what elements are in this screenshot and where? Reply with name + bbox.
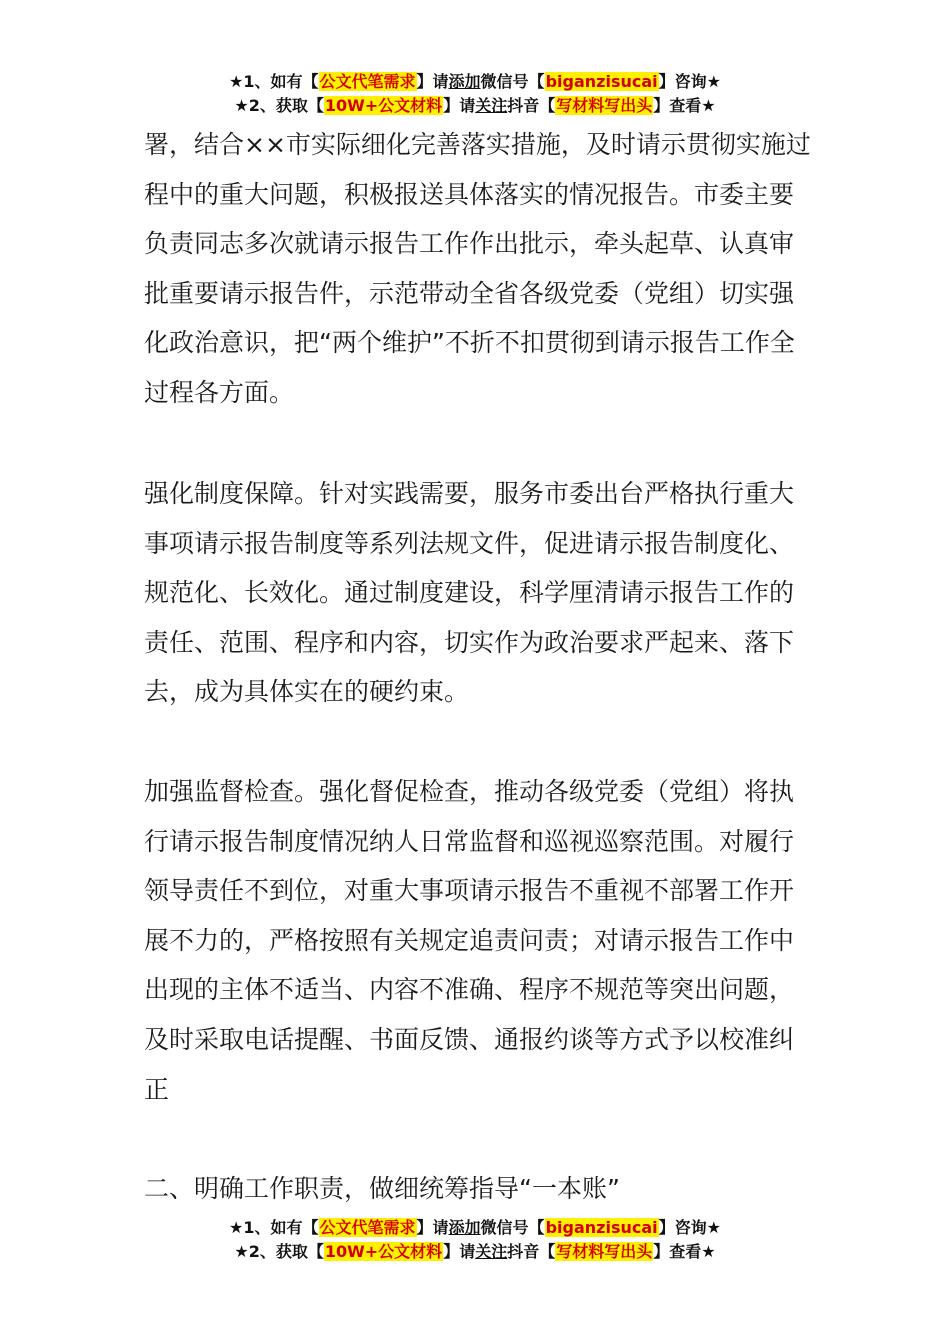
header-banner (0, 70, 950, 118)
highlight-service: 公文代笔需求 (319, 72, 416, 91)
paragraph-continuation: 署，结合××市实际细化完善落实措施，及时请示贯彻实施过程中的重大问题，积极报送具体落实的情况报告。市委主要负责同志多次就请示报告工作作出批示，牵头起草、认真审批重要请示报告件，示范带动全省各级党委（党组）切实强化政治意识，把“两个维护”不折不扣贯彻到请示报告工作全过程各方面。 (144, 130, 811, 407)
paragraph-institution-guarantee: 强化制度保障。针对实践需要，服务市委出台严格执行重大事项请示报告制度等系列法规文件，促进请示报告制度化、规范化、长效化。通过制度建设，科学厘清请示报告工作的责任、范围、程序和内容，切实作为政治要求严起来、落下去，成为具体实在的硬约束。 (144, 479, 795, 707)
highlight-materials: 10W+公文材料 (324, 1242, 443, 1261)
section-heading-two: 二、明确工作职责，做细统筹指导“一本账” (144, 1174, 620, 1203)
footer-banner (0, 1216, 950, 1264)
banner-line-2: ★2、获取【10W+公文材料】请关注抖音【写材料写出头】查看★ (234, 96, 716, 115)
highlight-douyin-account: 写材料写出头 (556, 96, 653, 115)
banner-line-2: ★2、获取【10W+公文材料】请关注抖音【写材料写出头】查看★ (234, 1242, 716, 1261)
highlight-service: 公文代笔需求 (319, 1218, 416, 1237)
highlight-materials: 10W+公文材料 (324, 96, 443, 115)
highlight-douyin-account: 写材料写出头 (556, 1242, 653, 1261)
banner-line-1: ★1、如有【公文代笔需求】请添加微信号【biganzisucai】咨询★ (229, 72, 721, 91)
paragraph-supervision: 加强监督检查。强化督促检查，推动各级党委（党组）将执行请示报告制度情况纳人日常监督和巡视巡察范围。对履行领导责任不到位，对重大事项请示报告不重视不部署工作开展不力的，严格按照有关规定追责问责；对请示报告工作中出现的主体不适当、内容不准确、程序不规范等突出问题，及时采取电话提醒、书面反馈、通报约谈等方式予以校准纠正 (144, 777, 795, 1104)
highlight-wechat-id: biganzisucai (545, 72, 658, 91)
highlight-wechat-id: biganzisucai (545, 1218, 658, 1237)
banner-line-1: ★1、如有【公文代笔需求】请添加微信号【biganzisucai】咨询★ (229, 1218, 721, 1237)
